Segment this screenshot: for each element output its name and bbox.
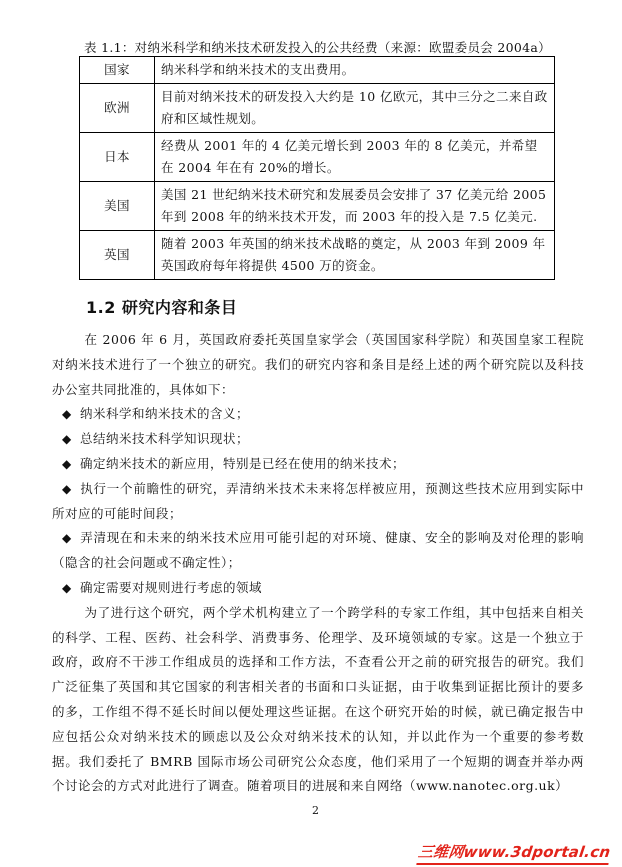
list-item <box>52 427 584 452</box>
section-heading: 1.2 研究内容和条目 <box>86 298 238 317</box>
region-cell: 英国 <box>80 231 155 280</box>
list-item-text: 弄清现在和未来的纳米技术应用可能引起的对环境、健康、安全的影响及对伦理的影响（隐含的社会问题或不确定性）； <box>52 530 584 571</box>
funding-table <box>79 56 555 280</box>
table-caption: 表 1.1：对纳米科学和纳米技术研发投入的公共经费（来源：欧盟委员会 2004a） <box>84 40 551 55</box>
region-cell: 国家 <box>80 57 155 84</box>
description-cell: 随着 2003 年英国的纳米技术战略的奠定，从 2003 年到 2009 年英国政府每年将提供 4500 万的资金。 <box>155 231 555 280</box>
diamond-bullet-icon: ◆ <box>62 432 72 447</box>
description-cell: 经费从 2001 年的 4 亿美元增长到 2003 年的 8 亿美元，并希望在 2004 年在有 20%的增长。 <box>155 133 555 182</box>
description-cell: 目前对纳米技术的研发投入大约是 10 亿欧元，其中三分之二来自政府和区域性规划。 <box>155 84 555 133</box>
list-item <box>52 576 584 601</box>
closing-paragraph: 为了进行这个研究，两个学术机构建立了一个跨学科的专家工作组，其中包括来自相关的科学、工程、医药、社会科学、消费事务、伦理学、及环境领域的专家。这是一个独立于政府，政府不干涉工作组成员的选择和工作方法，不查看公开之前的研究报告的研究。我们广泛征集了英国和其它国家的利害相关者的书面和口头证据，由于收集到证据比预计的要多的多，工作组不得不延长时间以便处理这些证据。在这个研究开始的时候，就已确定报告中应包括公众对纳米技术的顾虑以及公众对纳米技术的认知，并以此作为一个重要的参考数据。我们委托了 BMRB 国际市场公司研究公众态度，他们采用了一个短期的调查并举办两个讨论会的方式对此进行了调查。随着项目的进展和来自网络（www.nanotec.org.uk） <box>52 604 584 794</box>
list-item <box>52 402 584 427</box>
intro-paragraph: 在 2006 年 6 月，英国政府委托英国皇家学会（英国国家科学院）和英国皇家工程院对纳米技术进行了一个独立的研究。我们的研究内容和条目是经上述的两个研究院以及科技办公室共同批准的，具体如下： <box>52 332 584 397</box>
diamond-bullet-icon: ◆ <box>62 580 72 595</box>
page-number: 2 <box>312 804 319 817</box>
list-item-text: 总结纳米技术科学知识现状； <box>80 431 250 447</box>
table-row <box>80 57 555 84</box>
list-item-text: 执行一个前瞻性的研究，弄清纳米技术未来将怎样被应用，预测这些技术应用到实际中所对应的可能时间段； <box>52 480 584 521</box>
table-row <box>80 133 555 182</box>
diamond-bullet-icon: ◆ <box>62 407 72 422</box>
site-watermark <box>416 841 612 865</box>
list-item-text: 纳米科学和纳米技术的含义； <box>80 406 250 422</box>
region-cell: 日本 <box>80 133 155 182</box>
list-item <box>52 452 584 477</box>
table-row <box>80 84 555 133</box>
list-item <box>52 477 584 527</box>
diamond-bullet-icon: ◆ <box>62 531 72 546</box>
diamond-bullet-icon: ◆ <box>62 481 72 496</box>
body-text <box>52 328 584 799</box>
table-row <box>80 231 555 280</box>
scope-list <box>52 402 584 600</box>
diamond-bullet-icon: ◆ <box>62 456 72 471</box>
region-cell: 美国 <box>80 182 155 231</box>
table-row <box>80 182 555 231</box>
watermark-text: 三维网www.3dportal.cn <box>416 841 612 865</box>
region-cell: 欧洲 <box>80 84 155 133</box>
list-item-text: 确定需要对规则进行考虑的领域 <box>80 579 263 595</box>
description-cell: 纳米科学和纳米技术的支出费用。 <box>155 57 555 84</box>
list-item-text: 确定纳米技术的新应用，特别是已经在使用的纳米技术； <box>80 455 406 471</box>
list-item <box>52 526 584 576</box>
description-cell: 美国 21 世纪纳米技术研究和发展委员会安排了 37 亿美元给 2005 年到 2008 年的纳米技术开发，而 2003 年的投入是 7.5 亿美元. <box>155 182 555 231</box>
